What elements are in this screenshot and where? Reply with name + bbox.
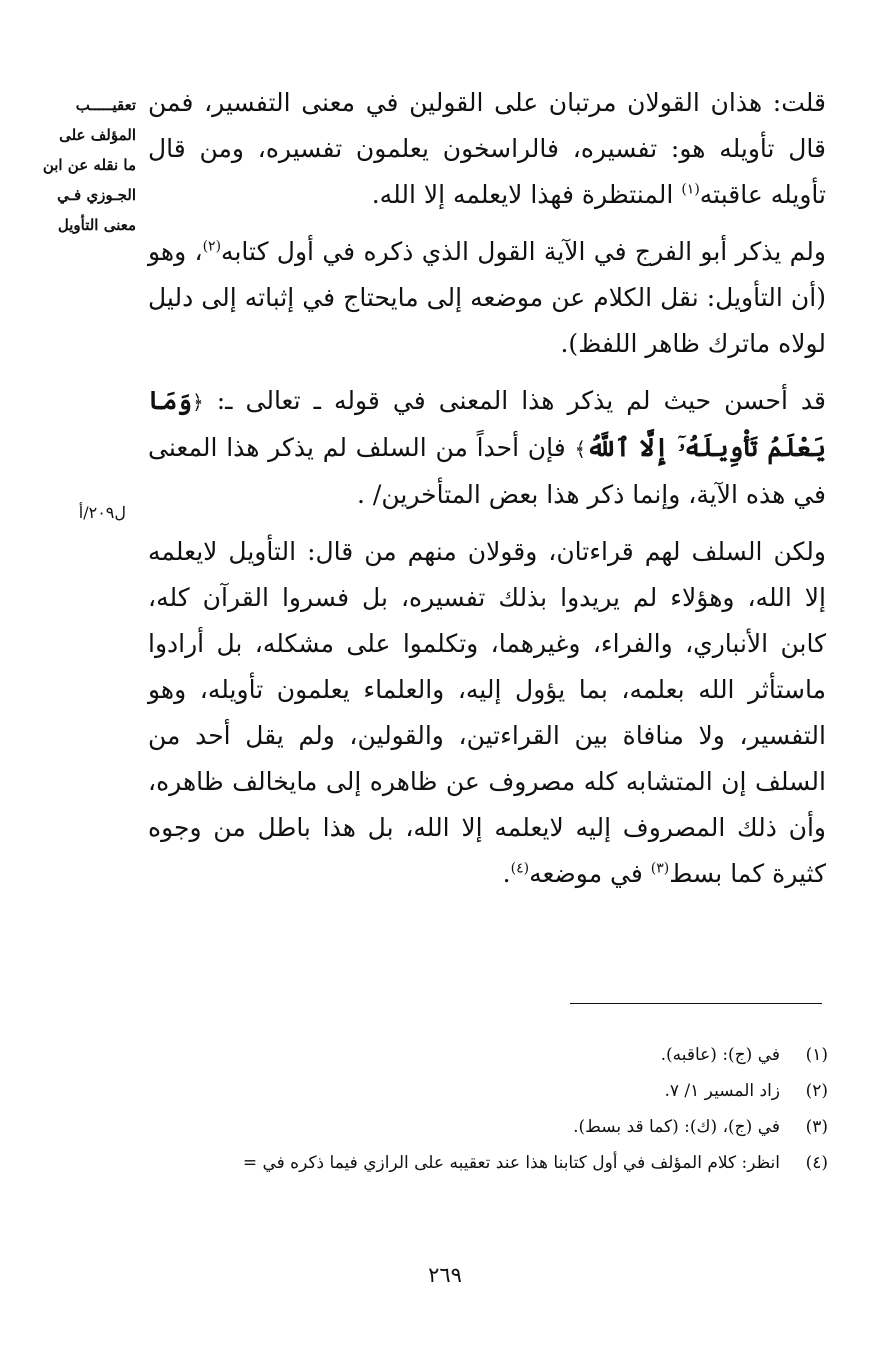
text-run: ، وهو (أن التأويل: نقل الكلام عن موضعه إلى مايحتاج في إثباته إلى دليل لولاه ماترك ظاهر اللفظ).: [148, 237, 826, 358]
footnote-ref: (٢): [202, 238, 222, 255]
footnote-text: في (ج)، (ك): (كما قد بسط).: [573, 1117, 780, 1137]
text-run: .: [502, 859, 511, 888]
footnote: [138, 1037, 828, 1073]
margin-note: [8, 90, 136, 240]
footnote: [138, 1073, 828, 1109]
paragraph-3: [148, 378, 826, 518]
footnote-ref: (١): [681, 181, 700, 198]
text-run: ولكن السلف لهم قراءتان، وقولان منهم من قال: التأويل لايعلمه إلا الله، وهؤلاء لم يريدوا بذلك تفسيره، بل فسروا القرآن كله، كابن الأنباري، والفراء، وغيرهما، وتكلموا على مشكله، بل أرادوا ماستأثر الله بعلمه، بما يؤول إليه، والعلماء يعلمون تأويله، وهو التفسير، ولا منافاة بين القراءتين، والقولين، ولم يقل أحد من السلف إن المتشابه كله مصروف عن ظاهره إلى مايخالف ظاهره، وأن ذلك المصروف إليه لايعلمه إلا الله، بل هذا باطل من وجوه كثيرة كما بسط: [148, 537, 826, 888]
paragraph-2: [148, 229, 826, 367]
footnote: [138, 1145, 828, 1181]
footnotes: [138, 1037, 828, 1181]
text-run: قلت: هذان القولان مرتبان على القولين في معنى التفسير، فمن قال تأويله هو: تفسيره، فالراسخون يعلمون تفسيره، ومن قال تأويله عاقبته: [148, 88, 826, 209]
margin-note-line: المؤلف على: [59, 126, 136, 144]
text-run: قد أحسن حيث لم يذكر هذا المعنى في قوله ـ تعالى ـ:: [203, 386, 826, 415]
footnote-number: (٢): [805, 1081, 828, 1101]
quran-bracket-close: ﴾: [574, 437, 587, 461]
footnote-number: (٤): [805, 1153, 828, 1173]
text-run: في موضعه: [529, 859, 651, 888]
page-number: ٢٦٩: [428, 1263, 462, 1287]
paragraph-1: [148, 80, 826, 218]
paragraph-4: [148, 529, 826, 897]
footnote-divider: [570, 1003, 822, 1004]
text-run: المنتظرة فهذا لايعلمه إلا الله.: [371, 180, 682, 209]
footnote: [138, 1109, 828, 1145]
margin-note-line: معنى التأويل: [57, 216, 136, 234]
footnote-ref: (٣): [650, 860, 670, 877]
main-text: [148, 80, 826, 908]
folio-mark: ل٢٠٩/أ: [78, 503, 126, 522]
footnote-number: (٣): [805, 1117, 828, 1137]
footnote-ref: (٤): [510, 860, 530, 877]
footnote-text: انظر: كلام المؤلف في أول كتابنا هذا عند تعقيبه على الرازي فيما ذكره في =: [242, 1153, 780, 1173]
margin-note-line: تعقيـــــب: [75, 96, 136, 114]
quran-bracket-open: ﴿: [191, 390, 204, 414]
footnote-text: زاد المسير ١/ ٧.: [664, 1081, 780, 1101]
text-run: فإن أحداً من السلف لم يذكر هذا المعنى في هذه الآية، وإنما ذكر هذا بعض المتأخرين/ .: [148, 433, 826, 509]
footnote-number: (١): [805, 1045, 828, 1065]
margin-note-line: الجـوزي فـي: [57, 186, 136, 204]
text-run: ولم يذكر أبو الفرج في الآية القول الذي ذكره في أول كتابه: [221, 237, 826, 266]
margin-note-line: ما نقله عن ابن: [42, 156, 136, 174]
footnote-text: في (ج): (عاقبه).: [660, 1045, 780, 1065]
quran-verse: وَمَا يَعْلَمُ تَأْوِيلَهُۥٓ إِلَّا ٱللَّهُ: [148, 386, 826, 462]
